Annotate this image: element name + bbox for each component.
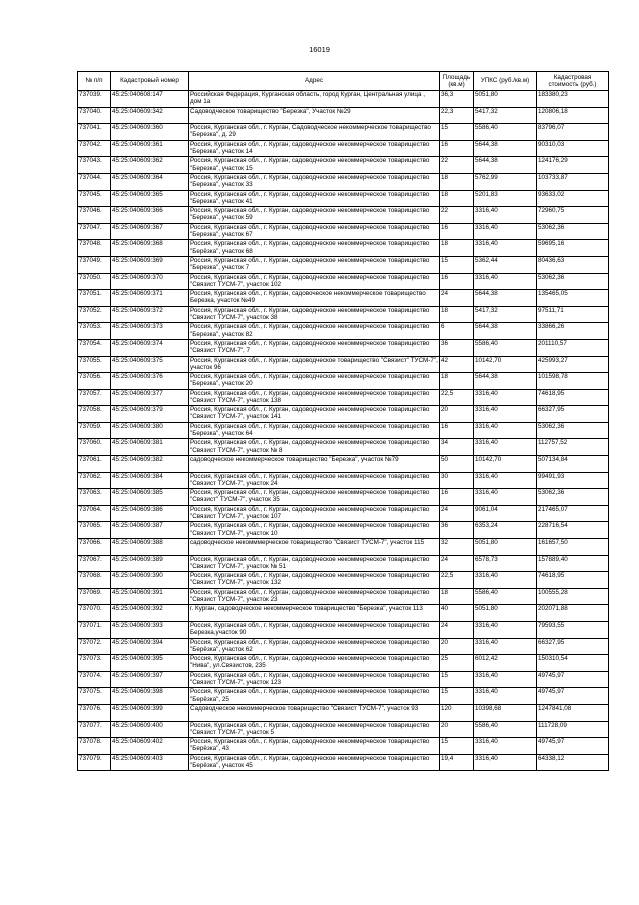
row-number-cell: 737049. [78,256,111,273]
area-cell: 15 [440,671,474,688]
table-row [78,306,609,323]
header-num: № п/п [78,72,111,91]
row-number-cell: 737060. [78,439,111,456]
area-cell: 20 [440,638,474,655]
table-row [78,738,609,755]
row-number-cell: 737073. [78,655,111,672]
address-cell: Россия, Курганская обл., г. Курган, садоводческое некоммерческое товарищество "Берёзка", 43 [189,738,440,755]
cadastral-value-cell: 49745,97 [537,671,609,688]
cadastral-value-cell: 202071,88 [537,605,609,622]
table-row [78,389,609,406]
cadastral-number-cell: 45:25:040609:367 [111,223,189,240]
table-row [78,223,609,240]
cadastral-value-cell: 66327,95 [537,638,609,655]
row-number-cell: 737059. [78,422,111,439]
cadastral-value-cell: 183380,23 [537,91,609,108]
cadastral-value-cell: 101598,78 [537,373,609,390]
table-row [78,323,609,340]
row-number-cell: 737046. [78,207,111,224]
area-cell: 18 [440,373,474,390]
address-cell: Россия, Курганская обл., г. Курган, садоводческое некоммерческое товарищество "Березка", участок 14 [189,140,440,157]
cadastral-number-cell: 45:25:040609:393 [111,622,189,639]
address-cell: садоводческое некомммерческое товарищество "Связист ТУСМ-7", участок 115 [189,539,440,556]
address-cell: г. Курган, садоводческое некоммерческое товарищество "Березка", участок 113 [189,605,440,622]
row-number-cell: 737056. [78,373,111,390]
cadastral-number-cell: 45:25:040609:384 [111,472,189,489]
cadastral-number-cell: 45:25:040609:398 [111,688,189,705]
cadastral-value-cell: 135465,05 [537,290,609,307]
table-row [78,240,609,257]
row-number-cell: 737043. [78,157,111,174]
area-cell: 30 [440,472,474,489]
cadastral-value-cell: 97511,71 [537,306,609,323]
row-number-cell: 737064. [78,505,111,522]
cadastral-number-cell: 45:25:040609:372 [111,306,189,323]
table-row [78,456,609,473]
row-number-cell: 737071. [78,622,111,639]
area-cell: 16 [440,489,474,506]
cadastral-number-cell: 45:25:040609:360 [111,124,189,141]
cadastral-number-cell: 45:25:040608:147 [111,91,189,108]
cadastral-value-cell: 201110,57 [537,339,609,356]
cadastral-value-cell: 66327,95 [537,406,609,423]
cadastral-number-cell: 45:25:040609:385 [111,489,189,506]
upks-cell: 5417,32 [474,107,537,124]
cadastral-value-cell: 99491,93 [537,472,609,489]
address-cell: Россия, Курганская обл., г. Курган, садоводческое некоммерческое товарищество "Березка", участок 82 [189,323,440,340]
row-number-cell: 737072. [78,638,111,655]
upks-cell: 9061,04 [474,505,537,522]
table-row [78,190,609,207]
address-cell: Россия, Курганская обл., г. Курган, садоводческое некоммерческое товарищество "Березка", участок 59 [189,207,440,224]
area-cell: 22,3 [440,107,474,124]
upks-cell: 3316,40 [474,439,537,456]
upks-cell: 3316,40 [474,738,537,755]
area-cell: 40 [440,605,474,622]
address-cell: Россия, Курганская обл., г. Курган, садоводческое некоммерческое товарищество "Связист ТУСМ-7", 7 [189,339,440,356]
address-cell: Россия, Курганская обл., г. Курган, садоводческое некоммерческое товарищество "Связист ТУСМ-7", участок 38 [189,306,440,323]
table-header-row [78,72,609,91]
area-cell: 18 [440,306,474,323]
table-row [78,207,609,224]
cadastral-value-cell: 228716,54 [537,522,609,539]
table-row [78,273,609,290]
table-row [78,373,609,390]
area-cell: 50 [440,456,474,473]
cadastral-value-cell: 100555,28 [537,588,609,605]
upks-cell: 3316,40 [474,754,537,771]
cadastral-number-cell: 45:25:040609:366 [111,207,189,224]
cadastral-number-cell: 45:25:040609:364 [111,173,189,190]
cadastral-value-cell: 53062,36 [537,489,609,506]
cadastral-number-cell: 45:25:040609:371 [111,290,189,307]
upks-cell: 5586,40 [474,339,537,356]
area-cell: 15 [440,738,474,755]
address-cell: Россия, Курганская обл., г. Курган, садоводческое товарищество "Связист" ТУСМ-7", участок 96 [190,356,438,371]
row-number-cell: 737048. [78,240,111,257]
area-cell: 25 [440,655,474,672]
table-body [78,91,609,771]
cadastral-value-cell: 53062,36 [537,273,609,290]
header-area: Площадь (кв.м) [440,72,474,91]
row-number-cell: 737044. [78,173,111,190]
table-row [78,754,609,771]
cadastral-number-cell: 45:25:040609:400 [111,721,189,738]
cadastral-number-cell: 45:25:040609:370 [111,273,189,290]
table-row [78,539,609,556]
address-cell: Россия, Курганская обл., г. Курган, садоводческое некоммерческое товарищество "Березка", участок 20 [189,373,440,390]
address-cell: Россия, Курганская обл., г. Курган, садоводческое некоммерческое товарищество "Связист ТУСМ-7", участок 10 [189,522,440,539]
row-number-cell: 737055. [78,356,111,373]
upks-cell: 10398,68 [474,704,537,721]
area-cell: 19,4 [440,754,474,771]
cadastral-number-cell: 45:25:040609:361 [111,140,189,157]
upks-cell: 3316,40 [474,622,537,639]
row-number-cell: 737074. [78,671,111,688]
upks-cell: 3316,40 [474,572,537,589]
cadastral-value-cell: 64338,12 [537,754,609,771]
area-cell: 24 [440,555,474,572]
upks-cell: 5644,38 [474,140,537,157]
upks-cell: 5762,99 [474,173,537,190]
cadastral-value-cell: 111728,09 [537,721,609,738]
cadastral-value-cell: 120806,18 [537,107,609,124]
cadastral-number-cell: 45:25:040609:397 [111,671,189,688]
row-number-cell: 737069. [78,588,111,605]
cadastral-number-cell: 45:25:040609:402 [111,738,189,755]
address-cell: Россия, Курганская обл., г. Курган, Садоводческое некоммерческое товарищество "Березка", д. 29 [189,124,440,141]
row-number-cell: 737066. [78,539,111,556]
upks-cell: 3316,40 [474,638,537,655]
upks-cell: 5586,40 [474,721,537,738]
area-cell: 20 [440,406,474,423]
address-cell: Россия, Курганская обл., г. Курган, садоводческое некоммерческое товарищество "Связист ТУСМ-7", участок № 51 [189,555,440,572]
cadastral-number-cell: 45:25:040609:365 [111,190,189,207]
cadastral-value-cell: 72960,75 [537,207,609,224]
row-number-cell: 737053. [78,323,111,340]
cadastral-value-cell: 74618,95 [537,572,609,589]
upks-cell: 10142,70 [474,456,537,473]
address-cell: Россия, Курганская обл., г. Курган, садоводческое некоммерческое товарищество "Связист ТУСМ-7", участок № 8 [189,439,440,456]
area-cell: 15 [440,256,474,273]
cadastral-value-cell: 79593,55 [537,622,609,639]
cadastral-value-cell: 93633,02 [537,190,609,207]
upks-cell: 5051,80 [474,605,537,622]
cadastral-value-cell: 59695,16 [537,240,609,257]
table-row [78,173,609,190]
area-cell: 16 [440,223,474,240]
row-number-cell: 737039. [78,91,111,108]
cadastral-number-cell: 45:25:040609:382 [111,456,189,473]
upks-cell: 3316,40 [474,273,537,290]
cadastral-value-cell: 74618,95 [537,389,609,406]
upks-cell: 6578,73 [474,555,537,572]
table-row [78,555,609,572]
table-row [78,439,609,456]
upks-cell: 3316,40 [474,240,537,257]
address-cell: садоводческое некоммерческое товарищество "Березка", участок №79 [189,456,440,473]
cadastral-value-cell: 112757,52 [537,439,609,456]
upks-cell: 5644,38 [474,157,537,174]
upks-cell: 3316,40 [474,406,537,423]
cadastral-value-cell: 150310,54 [537,655,609,672]
header-cadastral-value: Кадастровая стоимость (руб.) [537,72,609,91]
table-row [78,489,609,506]
area-cell: 16 [440,422,474,439]
table-row [78,256,609,273]
area-cell: 16 [440,140,474,157]
cadastral-number-cell: 45:25:040609:390 [111,572,189,589]
address-cell: Садоводческое товарищество "Березка", Участок №29 [189,107,440,124]
upks-cell: 5644,38 [474,290,537,307]
cadastral-value-cell: 53062,36 [537,223,609,240]
upks-cell: 3316,40 [474,223,537,240]
address-cell: Садоводческое некоммерческое товарищество "Связист ТУСМ-7", участок 93 [189,704,440,721]
row-number-cell: 737041. [78,124,111,141]
address-cell: Российская Федерация, Курганская область, город Курган, Центральная улица , дом 1а [189,91,440,108]
cadastral-value-cell: 217465,07 [537,505,609,522]
row-number-cell: 737057. [78,389,111,406]
area-cell: 18 [440,240,474,257]
table-row [78,522,609,539]
table-row [78,505,609,522]
cadastral-number-cell: 45:25:040609:391 [111,588,189,605]
address-cell: Россия, Курганская обл., г. Курган, садоводческое некоммерческое товарищество "Связист ТУСМ-7", участок 107 [189,505,440,522]
upks-cell: 5201,83 [474,190,537,207]
row-number-cell: 737079. [78,754,111,771]
area-cell: 24 [440,290,474,307]
cadastral-value-cell: 507134,84 [537,456,609,473]
cadastral-number-cell: 45:25:040609:388 [111,539,189,556]
cadastral-value-cell: 161657,50 [537,539,609,556]
row-number-cell: 737065. [78,522,111,539]
upks-cell: 6353,24 [474,522,537,539]
cadastral-number-cell: 45:25:040609:374 [111,339,189,356]
table-row [78,356,609,373]
row-number-cell: 737068. [78,572,111,589]
upks-cell: 10142,70 [474,356,537,373]
address-cell: Россия, Курганская обл., г. Курган, садоводческое некоммерческое товарищество "Связист ТУСМ-7", участок 102 [189,273,440,290]
cadastral-number-cell: 45:25:040609:376 [111,373,189,390]
cadastral-number-cell: 45:25:040609:342 [111,107,189,124]
row-number-cell: 737062. [78,472,111,489]
cadastral-value-cell: 33866,26 [537,323,609,340]
table-row [78,472,609,489]
table-row [78,588,609,605]
upks-cell: 6012,42 [474,655,537,672]
address-cell: Россия, Курганская обл., г. Курган, садоводческое некоммерческое товарищество "Берёзка", участок 62 [189,638,440,655]
row-number-cell: 737061. [78,456,111,473]
table-row [78,422,609,439]
cadastral-number-cell: 45:25:040609:375 [111,356,189,373]
table-row [78,124,609,141]
upks-cell: 5586,40 [474,124,537,141]
upks-cell: 5644,38 [474,323,537,340]
row-number-cell: 737050. [78,273,111,290]
address-cell: Россия, Курганская обл., г. Курган, садоводческое некоммерческое товарищество "Березка", участок 15 [189,157,440,174]
table-row [78,290,609,307]
area-cell: 6 [440,323,474,340]
row-number-cell: 737054. [78,339,111,356]
row-number-cell: 737070. [78,605,111,622]
row-number-cell: 737052. [78,306,111,323]
cadastral-number-cell: 45:25:040609:373 [111,323,189,340]
cadastral-number-cell: 45:25:040609:386 [111,505,189,522]
table-row [78,704,609,721]
address-cell: Россия, Курганская обл., г. Курган, садоводческое некоммерческое товарищество "Связист ТУСМ-7", участок 123 [189,671,440,688]
address-cell: Россия, Курганская обл., г. Курган, садоводческое некоммерческое товарищество "Связист ТУСМ-7", участок 23 [189,588,440,605]
area-cell: 22 [440,157,474,174]
cadastral-value-cell: 80436,63 [537,256,609,273]
cadastral-number-cell: 45:25:040609:369 [111,256,189,273]
cadastral-value-cell: 49745,97 [537,738,609,755]
header-cadastral-number: Кадастровый номер [111,72,189,91]
address-cell: Россия, Курганская обл., г. Курган, садовоческое некоммерческое товарищество Березка, участок №49 [189,290,440,307]
address-cell: Россия, Курганская обл., г. Курган, садоводческое некоммерческое товарищество "Связист ТУСМ-7", участок 24 [189,472,440,489]
cadastral-number-cell: 45:25:040609:403 [111,754,189,771]
table-row [78,688,609,705]
row-number-cell: 737058. [78,406,111,423]
cadastral-value-cell: 124176,29 [537,157,609,174]
table-row [78,157,609,174]
address-cell: Россия, Курганская обл., г. Курган, садоводческое некоммерческое товарищество "Связист ТУСМ-7", участок 132 [189,572,440,589]
upks-cell: 5417,32 [474,306,537,323]
table-row [78,655,609,672]
row-number-cell: 737063. [78,489,111,506]
address-cell: Россия, Курганская обл., г. Курган, садоводческое некоммерческое товарищество "Березка", участок 7 [189,256,440,273]
table-row [78,572,609,589]
row-number-cell: 737067. [78,555,111,572]
area-cell: 22 [440,207,474,224]
cadastral-number-cell: 45:25:040609:381 [111,439,189,456]
row-number-cell: 737051. [78,290,111,307]
address-cell: Россия, Курганская обл., г. Курган, садоводческое некоммерческое товарищество "Связист ТУСМ-7", участок 141 [189,406,440,423]
address-cell: Россия, Курганская обл., г. Курган, садоводческое некоммерческое товарищество "Березка", участок 64 [189,422,440,439]
cadastral-number-cell: 45:25:040609:389 [111,555,189,572]
row-number-cell: 737042. [78,140,111,157]
address-cell: Россия, Курганская обл., г. Курган, садоводческое некоммерческое товарищество "Связист" ТУСМ-7", участок 35 [189,489,440,506]
upks-cell: 5586,40 [474,588,537,605]
table-row [78,721,609,738]
upks-cell: 5644,38 [474,373,537,390]
table-row [78,406,609,423]
address-cell: Россия, Курганская обл., г. Курган, садоводческое некоммерческое товарищество "Берёзка", 25 [189,688,440,705]
cadastral-value-cell: 90310,03 [537,140,609,157]
area-cell: 42 [440,356,474,373]
area-cell: 22,5 [440,389,474,406]
area-cell: 36 [440,339,474,356]
cadastral-number-cell: 45:25:040609:368 [111,240,189,257]
upks-cell: 3316,40 [474,688,537,705]
row-number-cell: 737047. [78,223,111,240]
cadastral-table [77,71,609,771]
upks-cell: 5051,80 [474,539,537,556]
cadastral-value-cell: 157889,40 [537,555,609,572]
address-cell: Россия, Курганская обл., г. Курган, садоводческое некоммерческое товарищество "Березка", участок 41 [189,190,440,207]
address-cell: Россия, Курганская обл., г. Курган, садоводческое некоммерческое товарищество "Берёзка", участок 45 [189,754,440,771]
row-number-cell: 737040. [78,107,111,124]
area-cell: 32 [440,539,474,556]
area-cell: 20 [440,721,474,738]
area-cell: 15 [440,688,474,705]
header-address: Адрес [189,72,440,91]
upks-cell: 3316,40 [474,671,537,688]
table-row [78,671,609,688]
row-number-cell: 737077. [78,721,111,738]
upks-cell: 3316,40 [474,207,537,224]
upks-cell: 5051,80 [474,91,537,108]
cadastral-number-cell: 45:25:040609:395 [111,655,189,672]
cadastral-value-cell: 425993,27 [537,356,609,373]
area-cell: 24 [440,622,474,639]
area-cell: 18 [440,190,474,207]
cadastral-number-cell: 45:25:040609:399 [111,704,189,721]
area-cell: 120 [440,704,474,721]
cadastral-number-cell: 45:25:040609:394 [111,638,189,655]
cadastral-number-cell: 45:25:040609:362 [111,157,189,174]
address-cell: Россия, Курганская обл., г. Курган, садоводческое некоммерческое товарищество Березка,участок 90 [189,622,440,639]
row-number-cell: 737045. [78,190,111,207]
area-cell: 34 [440,439,474,456]
cadastral-number-cell: 45:25:040609:379 [111,406,189,423]
cadastral-value-cell: 83796,07 [537,124,609,141]
area-cell: 18 [440,588,474,605]
area-cell: 22,5 [440,572,474,589]
cadastral-number-cell: 45:25:040609:377 [111,389,189,406]
upks-cell: 3316,40 [474,389,537,406]
area-cell: 36,3 [440,91,474,108]
address-cell: Россия, Курганская обл., г. Курган, садоводческое некоммерческое товарищество "Березка", участок 33 [189,173,440,190]
cadastral-number-cell: 45:25:040609:380 [111,422,189,439]
table-row [78,622,609,639]
area-cell: 18 [440,173,474,190]
table-row [78,140,609,157]
area-cell: 24 [440,505,474,522]
cadastral-value-cell: 103733,87 [537,173,609,190]
row-number-cell: 737075. [78,688,111,705]
cadastral-number-cell: 45:25:040609:392 [111,605,189,622]
address-cell: Россия, Курганская обл., г. Курган, садоводческое некоммерческое товарищество "Связист ТУСМ-7", участок 5 [189,721,440,738]
table-row [78,339,609,356]
cadastral-value-cell: 53062,36 [537,422,609,439]
row-number-cell: 737076. [78,704,111,721]
address-cell: Россия, Курганская обл., г. Курган, садоводческое некоммерческое товарищество "Связист ТУСМ-7", участок 138 [189,389,440,406]
area-cell: 36 [440,522,474,539]
upks-cell: 3316,40 [474,422,537,439]
table-row [78,605,609,622]
cadastral-value-cell: 49745,97 [537,688,609,705]
address-cell: Россия, Курганская обл., г. Курган, садоводческое некоммерческое товарищество "Березка", участок 67 [189,223,440,240]
upks-cell: 5362,44 [474,256,537,273]
table-row [78,638,609,655]
area-cell: 16 [440,273,474,290]
address-cell: Россия, Курганская обл., г. Курган, садоводческое некоммерческое товарищество "Нива", ул.Связистов, 235 [189,655,440,672]
cadastral-number-cell: 45:25:040609:387 [111,522,189,539]
header-upks: УПКС (руб./кв.м) [474,72,537,91]
page-number: 16019 [309,45,330,54]
cadastral-value-cell: 1247841,08 [537,704,609,721]
upks-cell: 3316,40 [474,472,537,489]
upks-cell: 3316,40 [474,489,537,506]
area-cell: 15 [440,124,474,141]
address-cell: Россия, Курганская обл., г. Курган, садоводческое некоммерческое товарищество "Берёзка", участок 68 [189,240,440,257]
table-row [78,91,609,108]
table-row [78,107,609,124]
row-number-cell: 737078. [78,738,111,755]
